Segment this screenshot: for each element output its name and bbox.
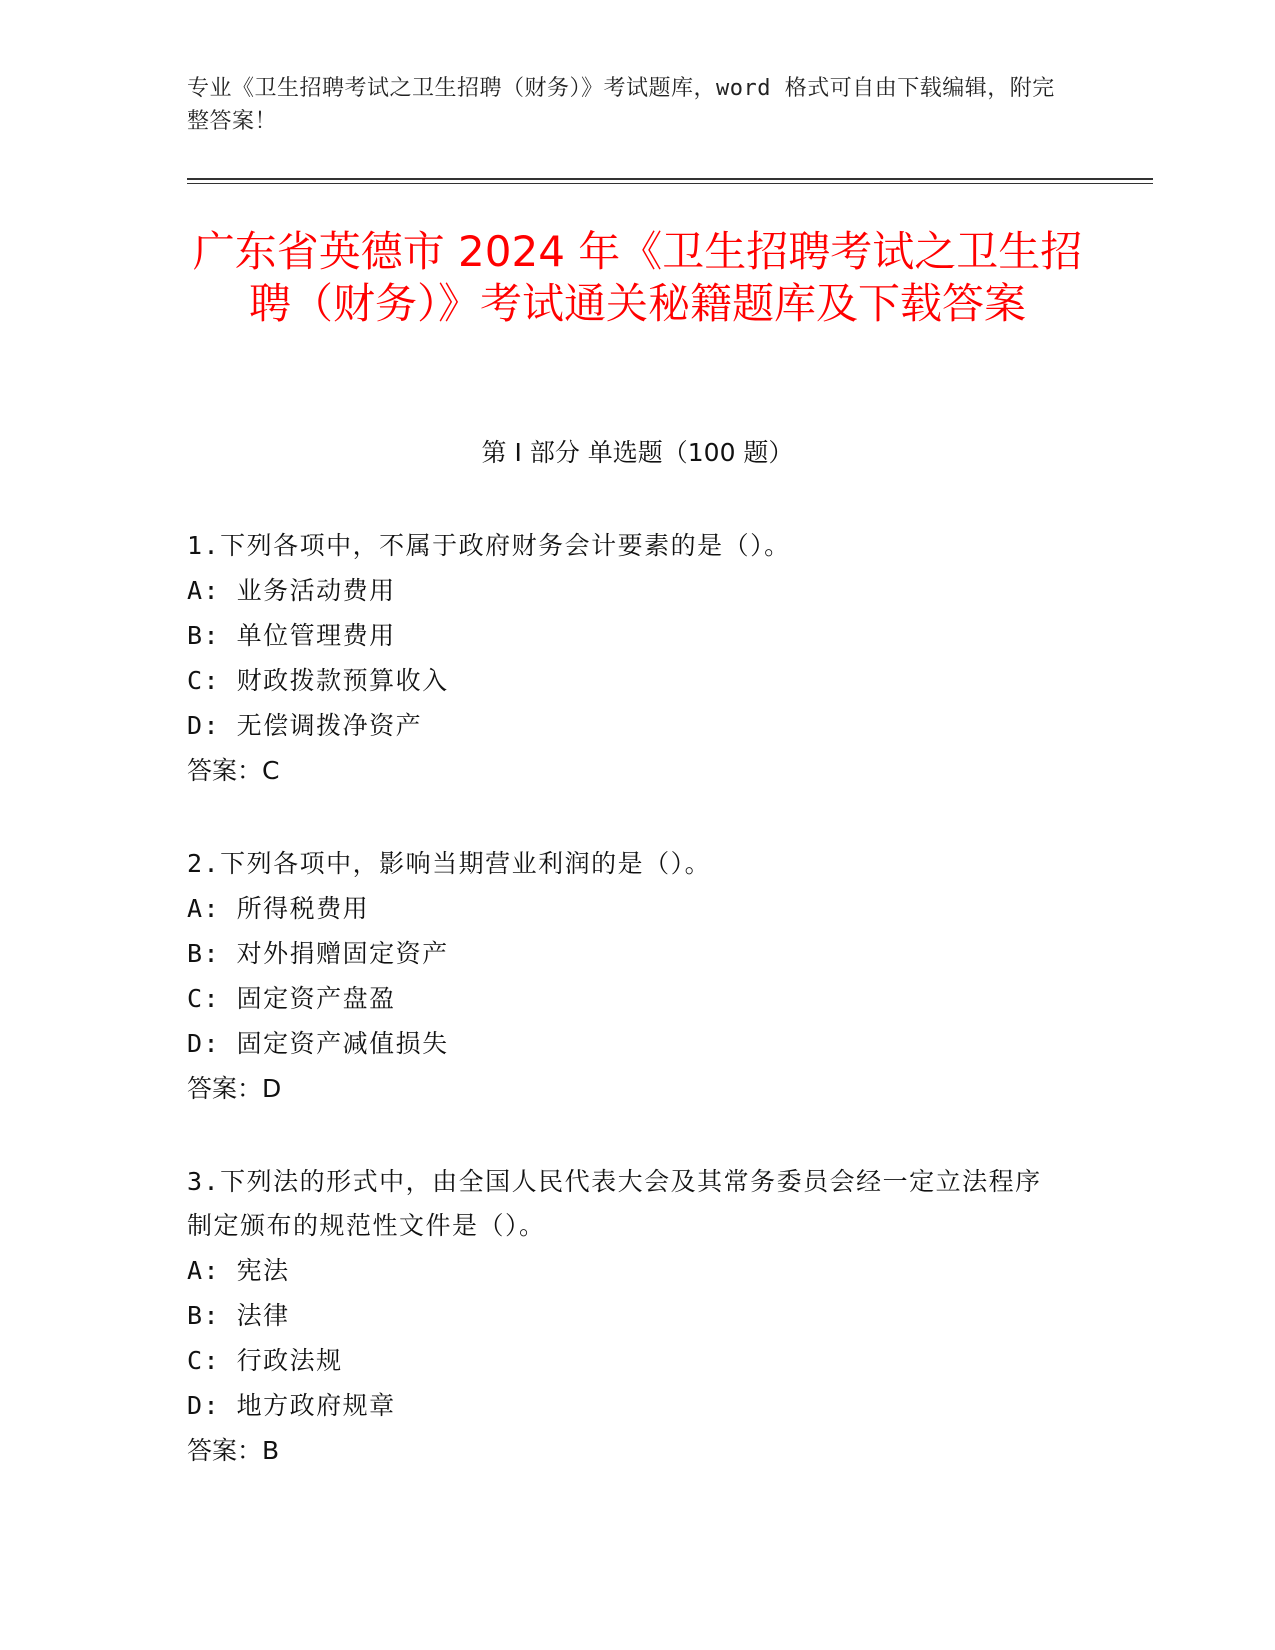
- question-stem: 2.下列各项中，影响当期营业利润的是（）。: [187, 849, 712, 878]
- option-d: D: 无偿调拨净资产: [187, 711, 423, 740]
- option-b: B: 对外捐赠固定资产: [187, 939, 449, 968]
- option-c: C: 行政法规: [187, 1346, 343, 1375]
- question-stem: 1.下列各项中，不属于政府财务会计要素的是（）。: [187, 531, 791, 560]
- section-title: 第 I 部分 单选题（100 题）: [481, 438, 794, 467]
- header-divider-thick: [187, 178, 1153, 180]
- question-1: [187, 524, 1067, 794]
- option-c: C: 财政拨款预算收入: [187, 666, 449, 695]
- option-a: A: 业务活动费用: [187, 576, 396, 605]
- question-stem: 3.下列法的形式中，由全国人民代表大会及其常务委员会经一定立法程序制定颁布的规范性文件是（）。: [187, 1167, 1042, 1240]
- answer: 答案：C: [187, 756, 280, 785]
- option-b: B: 法律: [187, 1301, 290, 1330]
- header-divider-thin: [187, 183, 1153, 184]
- option-a: A: 所得税费用: [187, 894, 370, 923]
- option-d: D: 固定资产减值损失: [187, 1029, 449, 1058]
- option-b: B: 单位管理费用: [187, 621, 396, 650]
- document-title: 广东省英德市 2024 年《卫生招聘考试之卫生招聘（财务）》考试通关秘籍题库及下载答案: [192, 227, 1083, 328]
- option-d: D: 地方政府规章: [187, 1391, 396, 1420]
- question-3: [187, 1160, 1067, 1474]
- option-a: A: 宪法: [187, 1256, 290, 1285]
- question-2: [187, 842, 1067, 1112]
- header-note: 专业《卫生招聘考试之卫生招聘（财务）》考试题库，word 格式可自由下载编辑，附完整答案！: [187, 76, 1055, 134]
- answer: 答案：B: [187, 1436, 280, 1465]
- answer: 答案：D: [187, 1074, 282, 1103]
- option-c: C: 固定资产盘盈: [187, 984, 396, 1013]
